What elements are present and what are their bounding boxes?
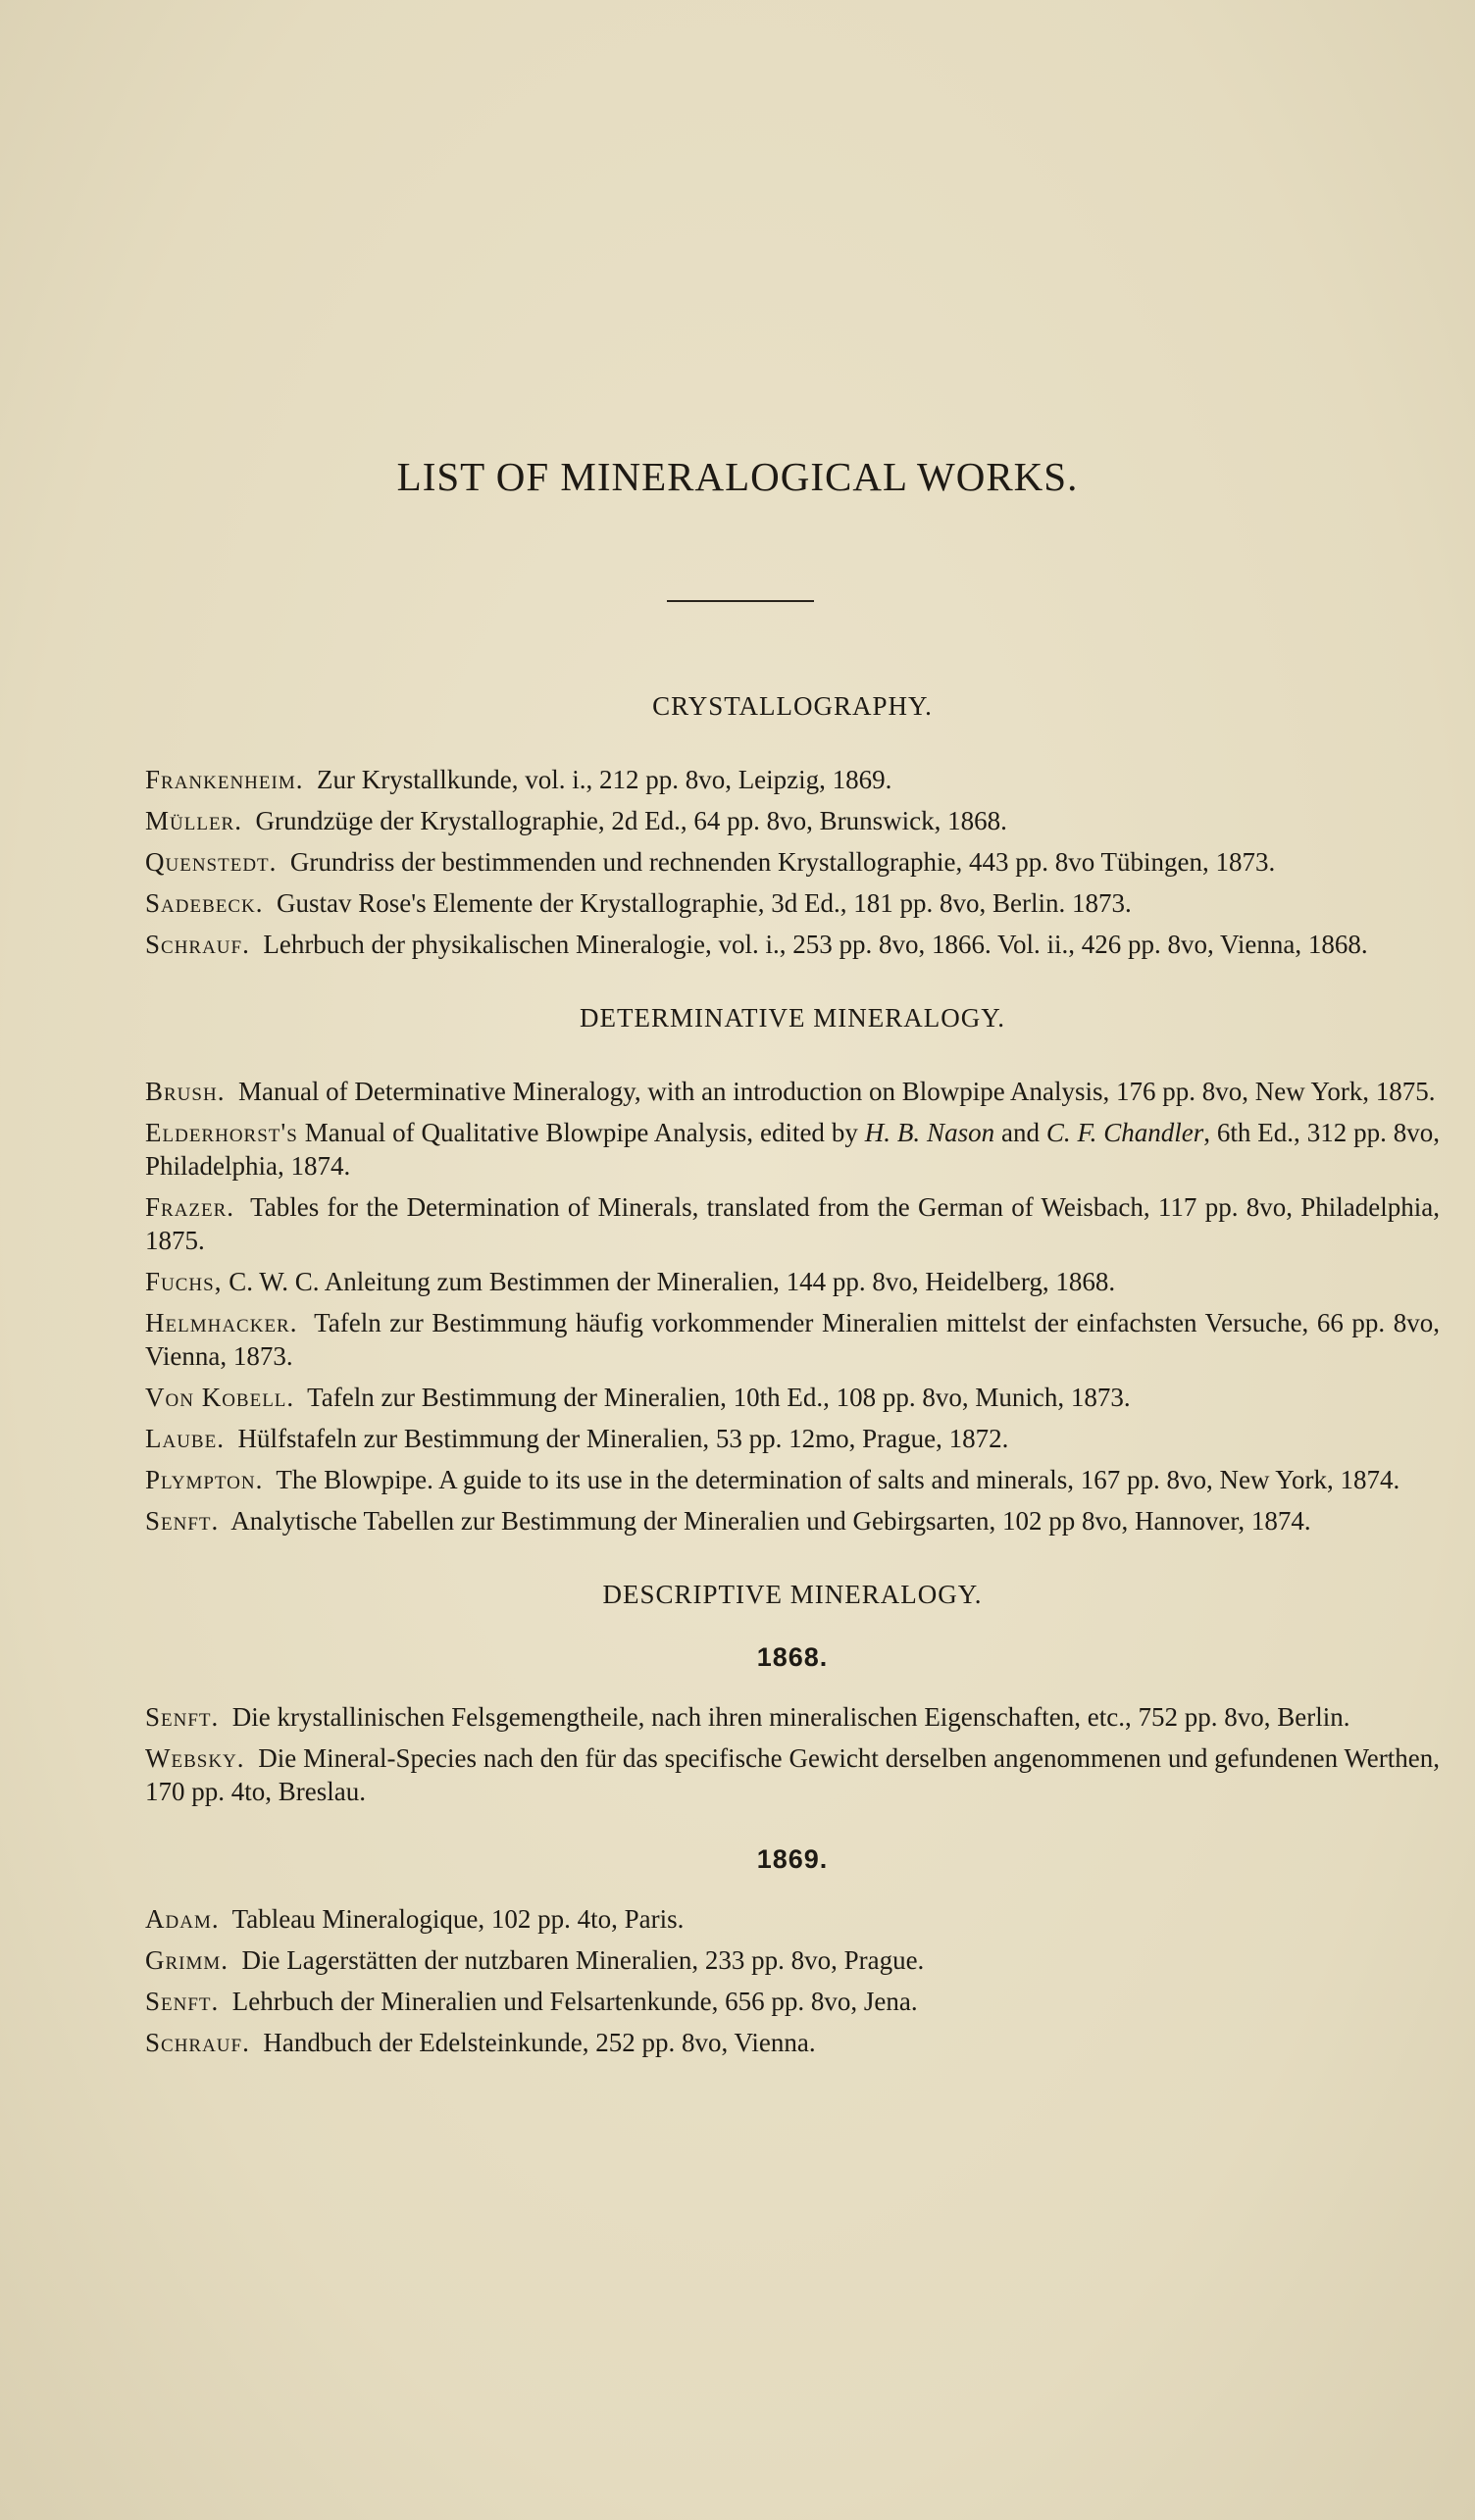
list-item: Laube. Hülfstafeln zur Bestimmung der Mineralien, 53 pp. 12mo, Prague, 1872. [145,1424,1009,1453]
list-item: Adam. Tableau Mineralogique, 102 pp. 4to, Paris. [145,1904,685,1934]
list-item: Senft. Analytische Tabellen zur Bestimmung der Mineralien und Gebirgsarten, 102 pp 8vo, Hannover, 1874. [145,1506,1311,1536]
section-heading-descriptive: DESCRIPTIVE MINERALOGY. [602,1580,983,1609]
list-item: Quenstedt. Grundriss der bestimmenden und rechnenden Krystallographie, 443 pp. 8vo Tübingen, 1873. [145,847,1276,877]
page-content [145,686,1440,2067]
list-item: Websky. Die Mineral-Species nach den für das specifische Gewicht derselben angenommenen und gefundenen Werthen, 170 pp. 4to, Breslau. [145,1743,1441,1806]
list-item: Fuchs, C. W. C. Anleitung zum Bestimmen der Mineralien, 144 pp. 8vo, Heidelberg, 1868. [145,1267,1116,1296]
year-heading-1869: 1869. [756,1844,829,1874]
determinative-list [145,1075,1440,1537]
list-item: Plympton. The Blowpipe. A guide to its use in the determination of salts and minerals, 167 pp. 8vo, New York, 1874. [145,1465,1400,1494]
list-item: Schrauf. Handbuch der Edelsteinkunde, 252 pp. 8vo, Vienna. [145,2028,816,2057]
list-item: Frankenheim. Zur Krystallkunde, vol. i., 212 pp. 8vo, Leipzig, 1869. [145,765,892,794]
crystallography-list [145,763,1440,961]
descriptive-1869-list [145,1902,1440,2059]
list-item: Senft. Lehrbuch der Mineralien und Felsartenkunde, 656 pp. 8vo, Jena. [145,1987,918,2016]
list-item: Müller. Grundzüge der Krystallographie, 2d Ed., 64 pp. 8vo, Brunswick, 1868. [145,806,1007,835]
list-item: Elderhorst's Manual of Qualitative Blowpipe Analysis, edited by H. B. Nason and C. F. Chandler, 6th Ed., 312 pp. 8vo, Philadelphia, 1874. [145,1118,1441,1181]
list-item: Von Kobell. Tafeln zur Bestimmung der Mineralien, 10th Ed., 108 pp. 8vo, Munich, 1873. [145,1383,1131,1412]
year-heading-1868: 1868. [756,1642,829,1672]
list-item: Grimm. Die Lagerstätten der nutzbaren Mineralien, 233 pp. 8vo, Prague. [145,1945,925,1975]
list-item: Helmhacker. Tafeln zur Bestimmung häufig vorkommender Mineralien mittelst der einfachsten Versuche, 66 pp. 8vo, Vienna, 1873. [145,1308,1440,1371]
list-item: Brush. Manual of Determinative Mineralogy, with an introduction on Blowpipe Analysis, 176 pp. 8vo, New York, 1875. [145,1077,1436,1106]
list-item: Schrauf. Lehrbuch der physikalischen Mineralogie, vol. i., 253 pp. 8vo, 1866. Vol. ii., 426 pp. 8vo, Vienna, 1868. [145,930,1368,959]
descriptive-1868-list [145,1700,1440,1808]
section-heading-crystallography: CRYSTALLOGRAPHY. [652,691,933,721]
section-heading-determinative: DETERMINATIVE MINERALOGY. [580,1003,1005,1033]
title-rule [667,600,814,602]
page-title: LIST OF MINERALOGICAL WORKS. [396,454,1079,499]
list-item: Sadebeck. Gustav Rose's Elemente der Krystallographie, 3d Ed., 181 pp. 8vo, Berlin. 1873. [145,888,1132,918]
list-item: Frazer. Tables for the Determination of Minerals, translated from the German of Weisbach, 117 pp. 8vo, Philadelphia, 1875. [145,1192,1441,1255]
list-item: Senft. Die krystallinischen Felsgemengtheile, nach ihren mineralischen Eigenschaften, etc., 752 pp. 8vo, Berlin. [145,1702,1350,1732]
